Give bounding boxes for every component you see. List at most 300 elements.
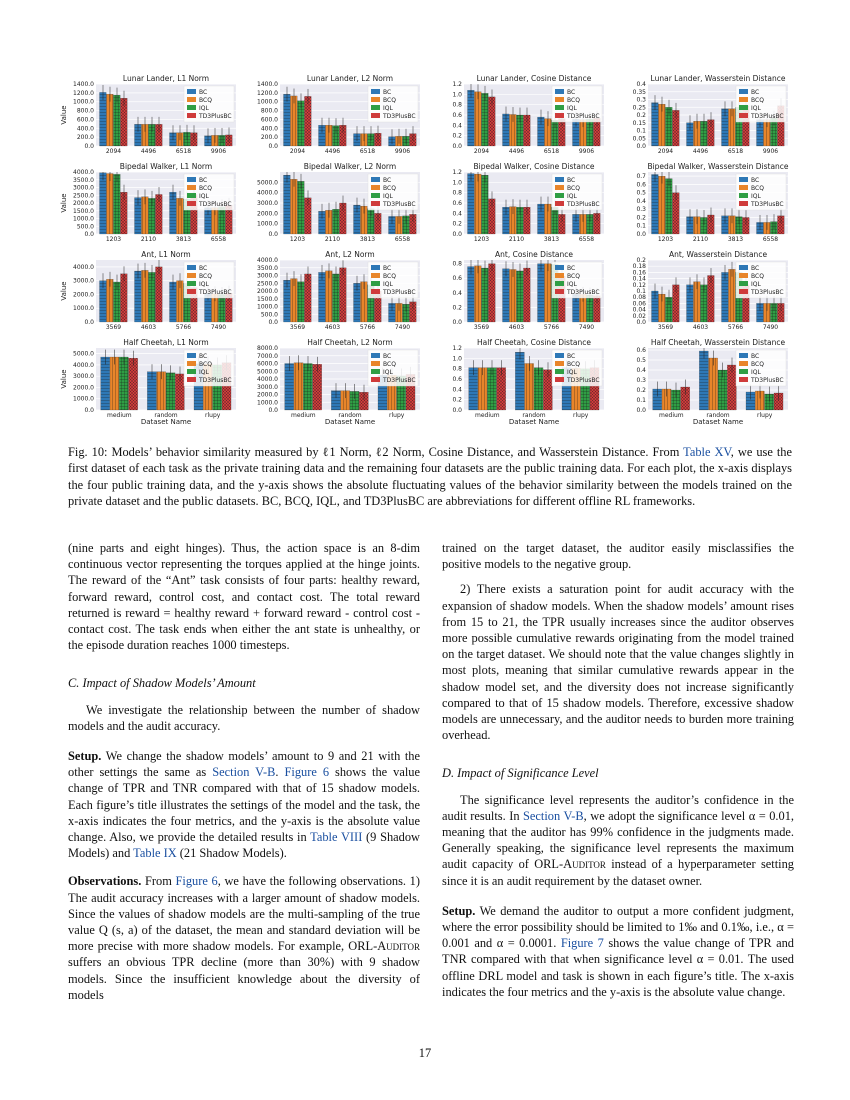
- legend-swatch: [739, 377, 748, 382]
- legend-swatch: [739, 369, 748, 374]
- legend-label: IQL: [567, 105, 577, 112]
- legend-swatch: [187, 185, 196, 190]
- y-tick-label: 0.2: [452, 220, 462, 228]
- x-tick-label: random: [522, 412, 546, 419]
- legend-label: IQL: [383, 369, 393, 376]
- legend-swatch: [187, 105, 196, 110]
- x-tick-label: medium: [106, 412, 132, 419]
- legend-swatch: [555, 273, 564, 278]
- legend-label: TD3PlusBC: [199, 113, 232, 120]
- bar-bc: [468, 90, 475, 146]
- y-tick-label: 0.4: [452, 386, 462, 394]
- bar-bc: [468, 174, 475, 234]
- legend-swatch: [187, 353, 196, 358]
- bar-bc: [284, 175, 291, 234]
- x-tick-label: rlupy: [757, 412, 773, 419]
- setup-label: Setup.: [442, 903, 476, 918]
- section-heading-c: C. Impact of Shadow Models’ Amount: [68, 676, 256, 691]
- x-tick-label: 2110: [324, 236, 341, 243]
- subplot-7: [452, 162, 604, 243]
- x-tick-label: 4603: [692, 324, 709, 331]
- legend-label: BC: [199, 89, 208, 96]
- y-tick-label: 0.1: [636, 397, 646, 404]
- y-tick-label: 3000.0: [257, 383, 278, 391]
- legend-swatch: [739, 89, 748, 94]
- y-tick-label: 0.05: [632, 135, 646, 143]
- y-tick-label: 0.08: [632, 294, 646, 302]
- y-tick-label: 0.06: [632, 300, 646, 308]
- y-tick-label: 0.0: [636, 407, 646, 414]
- y-axis-label: Value: [60, 105, 68, 125]
- legend-swatch: [187, 89, 196, 94]
- bar-bc: [284, 94, 291, 146]
- bar-bcq: [475, 92, 482, 146]
- legend-label: IQL: [383, 281, 393, 288]
- legend-label: BC: [199, 353, 208, 360]
- legend-swatch: [187, 177, 196, 182]
- y-axis-label: Value: [60, 281, 68, 301]
- figure-6-link[interactable]: Figure 6: [284, 765, 330, 780]
- page-number: 17: [418, 1046, 432, 1060]
- y-tick-label: 6000.0: [257, 360, 278, 368]
- legend-swatch: [555, 201, 564, 206]
- y-tick-label: 0.3: [636, 206, 646, 214]
- subplot-title: Half Cheetah, L1 Norm: [123, 338, 209, 347]
- x-tick-label: random: [706, 412, 730, 419]
- bar-bcq: [326, 271, 333, 322]
- subplot-2: [257, 74, 420, 155]
- x-tick-label: 7490: [578, 324, 595, 331]
- y-tick-label: 500.0: [260, 311, 278, 319]
- bar-bc: [100, 173, 107, 234]
- y-tick-label: 1.0: [452, 355, 462, 363]
- x-tick-label: 2094: [657, 148, 674, 155]
- x-tick-label: 1203: [473, 236, 490, 243]
- y-tick-label: 0.0: [636, 231, 646, 238]
- y-tick-label: 0.14: [632, 275, 646, 283]
- subplot-4: [633, 74, 788, 155]
- subplot-3: [452, 74, 604, 155]
- legend-swatch: [187, 377, 196, 382]
- text-span: , we adopt the significance level α = 0.01, meaning that the auditor has 99% confidence in the judgments made. Generally speaking, the significance level represents the maximum audit capacity of ORL-: [442, 808, 794, 872]
- text-span: Auditor: [377, 939, 420, 954]
- x-tick-label: 3813: [727, 236, 744, 243]
- caption-text-rest: , we use the first dataset of each task as the private training data and the remaining four datasets are the public training data. For each plot, the x-axis displays the four public training data, and the y-axis shows the absolute fluctuating values of the behavior similarity between the models trained on the private dataset and the public datasets. BC, BCQ, IQL, and TD3PlusBC are abbreviations for different offline RL frameworks.: [68, 445, 792, 508]
- y-tick-label: 1.0: [452, 179, 462, 187]
- y-tick-label: 0.18: [632, 263, 646, 271]
- y-tick-label: 0.35: [632, 88, 646, 96]
- y-tick-label: 0.4: [636, 367, 646, 374]
- legend-label: BCQ: [751, 185, 764, 192]
- x-tick-label: 7490: [210, 324, 227, 331]
- y-tick-label: 2500.0: [257, 280, 278, 288]
- legend-label: IQL: [751, 105, 761, 112]
- legend-label: TD3PlusBC: [383, 201, 416, 208]
- y-tick-label: 0.2: [636, 214, 646, 222]
- legend-swatch: [739, 353, 748, 358]
- legend-swatch: [555, 105, 564, 110]
- y-tick-label: 1400.0: [73, 81, 94, 88]
- x-tick-label: 3813: [543, 236, 560, 243]
- subplot-15: [452, 338, 604, 426]
- y-tick-label: 0.12: [632, 281, 646, 289]
- y-tick-label: 1.2: [452, 81, 462, 88]
- legend-swatch: [739, 105, 748, 110]
- legend-label: BC: [199, 177, 208, 184]
- subplot-13: [60, 338, 236, 426]
- bar-bcq: [291, 96, 298, 146]
- x-tick-label: 2094: [105, 148, 122, 155]
- y-tick-label: 0.8: [452, 101, 462, 109]
- y-tick-label: 1000.0: [73, 98, 94, 106]
- bar-bcq: [475, 174, 482, 234]
- legend-label: BCQ: [567, 97, 580, 104]
- bar-bcq: [709, 358, 718, 410]
- x-tick-label: 6558: [578, 236, 595, 243]
- legend-swatch: [555, 185, 564, 190]
- y-tick-label: 1000.0: [257, 303, 278, 311]
- y-tick-label: 500.0: [76, 223, 94, 231]
- legend-swatch: [739, 289, 748, 294]
- y-tick-label: 2000.0: [257, 288, 278, 295]
- legend-label: TD3PlusBC: [751, 201, 784, 208]
- bar-bc: [100, 92, 107, 146]
- x-tick-label: 4603: [140, 324, 157, 331]
- y-tick-label: 3000.0: [257, 272, 278, 280]
- x-tick-label: medium: [290, 412, 316, 419]
- legend-label: BC: [751, 265, 760, 272]
- y-tick-label: 0.2: [636, 112, 646, 119]
- legend-swatch: [371, 361, 380, 366]
- y-tick-label: 0.04: [632, 306, 646, 314]
- bar-bcq: [659, 176, 666, 234]
- y-tick-label: 0.1: [636, 222, 646, 230]
- subplot-title: Bipedal Walker, L2 Norm: [303, 162, 397, 171]
- legend-swatch: [187, 281, 196, 286]
- y-tick-label: 1000.0: [73, 305, 94, 313]
- legend-label: TD3PlusBC: [199, 377, 232, 384]
- legend-label: TD3PlusBC: [567, 377, 600, 384]
- legend-swatch: [371, 377, 380, 382]
- y-tick-label: 0.1: [636, 127, 646, 135]
- bar-iql: [114, 174, 121, 234]
- legend-swatch: [739, 361, 748, 366]
- y-tick-label: 1400.0: [257, 81, 278, 88]
- legend-swatch: [371, 369, 380, 374]
- y-tick-label: 200.0: [260, 134, 278, 142]
- y-tick-label: 0.2: [636, 257, 646, 264]
- x-tick-label: random: [154, 412, 178, 419]
- x-tick-label: 7490: [394, 324, 411, 331]
- legend-label: BCQ: [567, 185, 580, 192]
- x-tick-label: 6558: [210, 236, 227, 243]
- y-tick-label: 1.0: [452, 91, 462, 99]
- legend-swatch: [739, 281, 748, 286]
- legend-swatch: [739, 265, 748, 270]
- subplot-title: Lunar Lander, L2 Norm: [306, 74, 394, 83]
- x-tick-label: 2110: [140, 236, 157, 243]
- x-tick-label: 4496: [140, 148, 157, 155]
- legend-swatch: [187, 273, 196, 278]
- ant-description-paragraph: (nine parts and eight hinges). Thus, the action space is an 8-dim continuous vector representing the torques applied at the hinge joints. The reward of the “Ant” task consists of four parts: healthy reward, forward reward, control cost, and contact cost. The total reward returned is reward = healthy reward + forward reward - control cost - contact cost. The task ends when either the ant state is unhealthy, or the episode duration reaches 1000 timesteps.: [68, 541, 420, 653]
- y-tick-label: 7000.0: [257, 352, 278, 360]
- text-span: shows the value change of TPR and TNR compared with that of 15 shadow models. Each figure’s title illustrates the settings of the model and the task, the x-axis indicates the four metrics, and the y-axis is the absolute value change. Also, we provide the detailed results in: [68, 765, 420, 845]
- y-tick-label: 0.5: [636, 189, 646, 197]
- x-tick-label: 4603: [324, 324, 341, 331]
- x-tick-label: 3813: [175, 236, 192, 243]
- y-tick-label: 0.0: [84, 407, 94, 414]
- legend-swatch: [555, 281, 564, 286]
- legend-label: BC: [383, 177, 392, 184]
- section-heading-d: D. Impact of Significance Level: [442, 766, 599, 781]
- y-tick-label: 0.0: [268, 143, 278, 150]
- x-tick-label: 5766: [543, 324, 560, 331]
- legend-label: BC: [567, 353, 576, 360]
- legend-swatch: [555, 353, 564, 358]
- observation-continued-paragraph: trained on the target dataset, the auditor easily misclassifies the positive models to the negative group.: [442, 541, 794, 572]
- x-tick-label: 6518: [359, 148, 376, 155]
- y-tick-label: 0.8: [452, 189, 462, 197]
- y-tick-label: 5000.0: [257, 179, 278, 187]
- y-tick-label: 0.4: [452, 210, 462, 218]
- significance-paragraph: [442, 792, 794, 889]
- y-tick-label: 400.0: [76, 125, 94, 133]
- legend-label: TD3PlusBC: [567, 289, 600, 296]
- legend-label: TD3PlusBC: [383, 377, 416, 384]
- x-tick-label: 2094: [289, 148, 306, 155]
- y-tick-label: 4000.0: [73, 169, 94, 176]
- text-span: The significance level represents the auditor’s confidence in the audit results. In: [442, 792, 794, 823]
- legend-swatch: [739, 113, 748, 118]
- setup-paragraph: [68, 748, 420, 861]
- legend-label: BCQ: [383, 97, 396, 104]
- x-tick-label: 4496: [508, 148, 525, 155]
- subplot-1: [60, 74, 236, 155]
- legend-label: BC: [567, 177, 576, 184]
- y-tick-label: 1500.0: [257, 295, 278, 303]
- subplot-14: [257, 338, 420, 426]
- subplot-title: Ant, Cosine Distance: [495, 250, 573, 259]
- subplot-title: Bipedal Walker, Cosine Distance: [473, 162, 595, 171]
- legend-label: TD3PlusBC: [383, 289, 416, 296]
- legend-swatch: [371, 193, 380, 198]
- y-tick-label: 0.0: [268, 319, 278, 326]
- text-span: Auditor: [563, 857, 606, 872]
- observations-label: Observations.: [68, 874, 142, 889]
- bar-iql: [482, 268, 489, 322]
- text-span: , we have the following observations. 1) The audit accuracy increases with a larger amount of shadow models. Since the values of shadow models are the multi-sampling of the true value Q (s, a) of the dataset, the mean and standard deviation will be more precise with more shadow models. For example, ORL-: [68, 874, 420, 954]
- legend-swatch: [371, 89, 380, 94]
- legend-label: BC: [751, 353, 760, 360]
- legend-swatch: [187, 361, 196, 366]
- x-tick-label: 6558: [394, 236, 411, 243]
- y-tick-label: 3000.0: [257, 200, 278, 207]
- y-tick-label: 0.6: [452, 275, 462, 283]
- legend-swatch: [187, 289, 196, 294]
- x-tick-label: medium: [474, 412, 500, 419]
- legend-swatch: [555, 369, 564, 374]
- section-vb-link[interactable]: Section V-B: [212, 765, 276, 780]
- x-tick-label: rlupy: [205, 412, 221, 419]
- y-tick-label: 1.2: [452, 345, 462, 352]
- legend-swatch: [739, 201, 748, 206]
- y-tick-label: 3000.0: [73, 184, 94, 192]
- bar-td3plusbc: [156, 267, 163, 322]
- y-tick-label: 0.2: [452, 304, 462, 312]
- y-tick-label: 0.4: [636, 197, 646, 205]
- legend-swatch: [371, 113, 380, 118]
- y-tick-label: 0.02: [632, 312, 646, 320]
- legend-label: BCQ: [751, 97, 764, 104]
- subplot-5: [60, 162, 236, 243]
- bar-iql: [666, 179, 673, 234]
- y-tick-label: 1000.0: [257, 220, 278, 228]
- saturation-paragraph: 2) There exists a saturation point for audit accuracy with the expansion of shadow models. When the shadow models’ amount rises from 15 to 21, the TPR usually increases since the auditor observes more possible cumulative rewards originating from the model trained on the target dataset. We should note that the value changes slightly in most plots, meaning that similar cumulative rewards appear in the shadow model set, and the diversity does not increase significantly compared to that of 15 shadow models. Therefore, excessive shadow models are unnecessary, and the auditor needs to burden more training overhead.: [442, 582, 794, 743]
- y-tick-label: 4000.0: [73, 263, 94, 271]
- bar-bc: [468, 267, 475, 322]
- y-tick-label: 0.2: [452, 396, 462, 404]
- bar-bc: [135, 271, 142, 322]
- y-axis-label: Value: [60, 369, 68, 389]
- table-xv-link[interactable]: Table XV: [683, 445, 731, 459]
- bar-td3plusbc: [340, 268, 347, 322]
- y-tick-label: 0.0: [452, 143, 462, 150]
- y-tick-label: 1200.0: [73, 89, 94, 97]
- legend-label: IQL: [199, 281, 209, 288]
- figure-7-link[interactable]: Figure 7: [560, 936, 604, 951]
- observations-paragraph: [68, 873, 420, 1003]
- y-tick-label: 0.0: [268, 407, 278, 414]
- bar-iql: [298, 181, 305, 234]
- legend-swatch: [739, 193, 748, 198]
- table-viii-link[interactable]: Table VIII: [310, 830, 363, 845]
- legend-label: BC: [751, 177, 760, 184]
- text-span: (21 Shadow Models).: [176, 846, 287, 861]
- x-tick-label: 5766: [727, 324, 744, 331]
- legend-label: BC: [751, 89, 760, 96]
- bar-iql: [119, 357, 128, 410]
- legend-swatch: [187, 201, 196, 206]
- text-span: (9 Shadow Models) and: [68, 830, 421, 861]
- subplot-10: [257, 250, 420, 331]
- y-tick-label: 8000.0: [257, 345, 278, 352]
- bar-bc: [515, 352, 524, 410]
- table-ix-link[interactable]: Table IX: [133, 846, 177, 861]
- shadow-intro-paragraph: We investigate the relationship between the number of shadow models and the audit accuracy.: [68, 702, 420, 733]
- y-tick-label: 2000.0: [73, 200, 94, 207]
- bar-bcq: [291, 179, 298, 234]
- legend-swatch: [187, 97, 196, 102]
- legend-label: BCQ: [199, 185, 212, 192]
- y-tick-label: 1000.0: [73, 395, 94, 403]
- legend-swatch: [371, 281, 380, 286]
- y-tick-label: 0.6: [452, 112, 462, 119]
- x-tick-label: medium: [658, 412, 684, 419]
- bar-bcq: [107, 174, 114, 234]
- bar-bc: [101, 357, 110, 410]
- x-tick-label: 6518: [543, 148, 560, 155]
- x-tick-label: 3813: [359, 236, 376, 243]
- x-tick-label: 4603: [508, 324, 525, 331]
- y-tick-label: 2000.0: [73, 291, 94, 299]
- bar-bc: [699, 351, 708, 410]
- x-axis-label: Dataset Name: [508, 418, 560, 426]
- y-tick-label: 2000.0: [73, 384, 94, 392]
- y-tick-label: 0.2: [452, 132, 462, 140]
- figure-6-link[interactable]: Figure 6: [175, 874, 218, 889]
- y-tick-label: 0.6: [636, 181, 646, 189]
- y-tick-label: 0.4: [636, 81, 646, 88]
- legend-swatch: [187, 113, 196, 118]
- legend-swatch: [555, 289, 564, 294]
- bar-iql: [482, 175, 489, 234]
- y-tick-label: 3000.0: [73, 373, 94, 381]
- bar-iql: [517, 271, 524, 322]
- section-vb-link[interactable]: Section V-B: [523, 808, 584, 823]
- y-tick-label: 0.2: [636, 387, 646, 394]
- y-tick-label: 4000.0: [257, 189, 278, 197]
- y-tick-label: 0.8: [452, 260, 462, 268]
- legend-label: BC: [567, 265, 576, 272]
- x-tick-label: rlupy: [389, 412, 405, 419]
- y-tick-label: 2500.0: [73, 192, 94, 200]
- y-tick-label: 0.0: [268, 231, 278, 238]
- legend-swatch: [371, 273, 380, 278]
- y-tick-label: 0.7: [636, 173, 646, 181]
- legend-swatch: [371, 289, 380, 294]
- y-tick-label: 0.8: [452, 365, 462, 373]
- y-tick-label: 3000.0: [73, 277, 94, 285]
- legend-label: TD3PlusBC: [199, 201, 232, 208]
- legend-swatch: [739, 185, 748, 190]
- y-tick-label: 0.0: [84, 231, 94, 238]
- y-tick-label: 4000.0: [257, 376, 278, 383]
- subplot-title: Lunar Lander, Cosine Distance: [476, 74, 592, 83]
- legend-swatch: [555, 97, 564, 102]
- legend-swatch: [371, 97, 380, 102]
- legend-label: IQL: [751, 281, 761, 288]
- legend-swatch: [187, 369, 196, 374]
- y-axis-label: Value: [60, 193, 68, 213]
- text-span: instead of a hyperparameter setting since it is an audit requirement by the dataset owner.: [442, 857, 795, 888]
- bar-bcq: [545, 264, 552, 322]
- y-tick-label: 0.15: [632, 119, 646, 127]
- legend-label: BCQ: [751, 361, 764, 368]
- y-tick-label: 0.6: [452, 376, 462, 383]
- legend-label: IQL: [751, 193, 761, 200]
- bar-td3plusbc: [489, 264, 496, 322]
- legend-swatch: [739, 97, 748, 102]
- bar-bc: [538, 264, 545, 322]
- y-tick-label: 1000.0: [257, 399, 278, 407]
- bar-bcq: [107, 94, 114, 146]
- legend-label: BC: [383, 353, 392, 360]
- subplot-title: Lunar Lander, Wasserstein Distance: [650, 74, 786, 83]
- bar-bcq: [142, 270, 149, 322]
- legend-swatch: [555, 377, 564, 382]
- setup-label: Setup.: [68, 749, 102, 764]
- text-span: shows the value change of TPR and TNR compared with that when significance level α = 0.01. The used offline DRL model and task is shown in each figure’s title. The x-axis indicates the four metrics and the y-axis is the absolute value change.: [442, 936, 794, 999]
- y-tick-label: 1500.0: [73, 207, 94, 215]
- legend-label: IQL: [567, 193, 577, 200]
- x-tick-label: random: [338, 412, 362, 419]
- x-tick-label: 6518: [175, 148, 192, 155]
- subplot-title: Half Cheetah, Cosine Distance: [477, 338, 591, 347]
- legend-label: BCQ: [751, 273, 764, 280]
- x-tick-label: 5766: [359, 324, 376, 331]
- y-tick-label: 1200.0: [257, 89, 278, 97]
- x-tick-label: 4496: [324, 148, 341, 155]
